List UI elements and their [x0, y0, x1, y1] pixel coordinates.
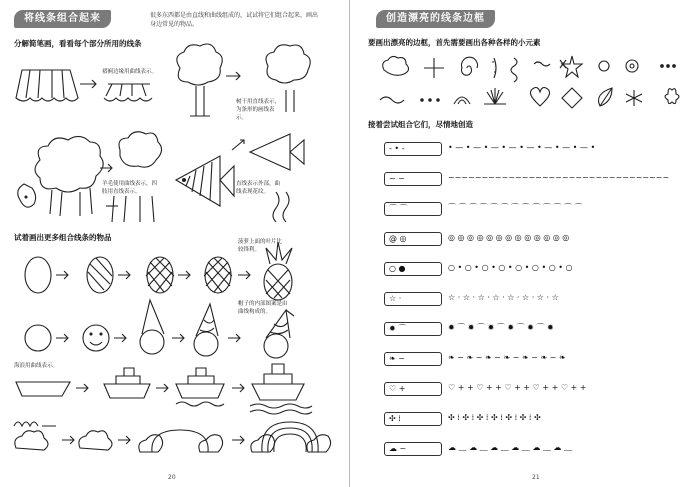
- row-10-sample: ✣ ⁞: [389, 414, 401, 423]
- dot-row-icon: [421, 99, 439, 101]
- arch-icon: [454, 97, 470, 104]
- row-6-sample-box: [384, 292, 442, 306]
- row-5-border: ○ • ○ • ○ • ○ • ○ • ○ • ○ • ○: [448, 263, 573, 272]
- row-3-sample-box: [384, 202, 442, 216]
- row-9-sample-box: [384, 382, 442, 396]
- left-intro: 很多东西都是由直线和曲线组成的，试试将它们组合起来，画出身边常见的物品。: [150, 12, 319, 28]
- row-9-sample: ♡ +: [389, 384, 406, 393]
- rainbow-sequence: [14, 422, 331, 452]
- right-section-2: 接着尝试组合它们，尽情地创造: [368, 120, 473, 129]
- ship-sequence: [16, 364, 312, 414]
- right-page: [350, 0, 700, 487]
- wavy-lines: [273, 192, 289, 222]
- tree-cloud-drawing: [266, 45, 310, 112]
- row-1-border: • — • — • — • — • — • — • — • — •: [448, 143, 596, 152]
- row-8-sample-box: [384, 352, 442, 366]
- left-page-number: 20: [168, 474, 176, 481]
- element-cloud-small-icon: [383, 56, 409, 75]
- wave-icon: [511, 58, 517, 82]
- note-ice-cream: 帽子的内部图案是由曲线构成的。: [238, 301, 288, 315]
- arrow-2: [226, 72, 240, 80]
- tilde-icon: [534, 62, 550, 66]
- asterisk-icon: [626, 90, 642, 106]
- row-1-sample: - • -: [389, 144, 405, 153]
- row-4-sample-box: [384, 232, 442, 246]
- row-5-sample-box: [384, 262, 442, 276]
- spiral-icon: [462, 57, 478, 75]
- row-11-sample: ☁ ~: [389, 444, 407, 453]
- tree-drawing: [177, 44, 222, 116]
- note-skirt: 褶裥边缘用曲线表示。: [102, 69, 158, 75]
- ring-icon: [626, 60, 638, 72]
- row-4-border: ◎ ◎ ◎ ◎ ◎ ◎ ◎ ◎ ◎ ◎ ◎ ◎ ◎: [448, 233, 570, 242]
- note-tree: 树干用直线表示，为条形的画线表示。: [236, 99, 281, 121]
- diamond-icon: [562, 88, 582, 108]
- row-6-border: ☆ · ☆ · ☆ · ☆ · ☆ · ☆ · ☆ · ☆: [448, 293, 559, 302]
- row-2-border: ~~~~~~~~~~~~~~~~~~~~~~~~~~~~~~~~~: [448, 173, 670, 182]
- oval-sequence: [25, 242, 292, 300]
- star-icon: [562, 56, 582, 77]
- row-7-sample-box: [384, 322, 442, 336]
- sheep-drawing: [18, 136, 103, 216]
- leaf-icon: [599, 88, 613, 106]
- row-10-border: ✣ ⁞ ✣ ⁞ ✣ ⁞ ✣ ⁞ ✣ ⁞ ✣ ⁞ ✣: [448, 413, 541, 422]
- row-7-sample: ✹ ⌒: [389, 324, 407, 333]
- right-page-number: 21: [532, 474, 540, 481]
- row-6-sample: ☆ ·: [389, 294, 402, 303]
- arrow-1: [80, 80, 96, 88]
- row-2-sample-box: [384, 172, 442, 186]
- row-11-sample-box: [384, 442, 442, 456]
- row-8-border: ❧ ~ ❧ ~ ❧ ~ ❧ ~ ❧ ~ ❧ ~ ❧: [448, 353, 566, 362]
- fish-outline-drawing: [250, 134, 304, 170]
- heart-icon: [530, 88, 549, 107]
- circle-sequence: [25, 300, 294, 358]
- row-9-border: ♡ + + ♡ + + ♡ + + ♡ + + ♡ + +: [448, 383, 587, 392]
- sheep-cloud-drawing: [106, 132, 162, 222]
- row-4-sample: @ ◎: [389, 234, 407, 243]
- squiggle-icon: [492, 58, 496, 78]
- sunburst-icon: [484, 88, 506, 104]
- left-section-2: 试着画出更多组合线条的物品: [14, 233, 112, 242]
- arrow-4: [232, 140, 244, 150]
- row-10-sample-box: [384, 412, 442, 426]
- note-sheep: 羊毛使用曲线表示，四肢用直线表示。: [102, 181, 158, 195]
- dots-element-icon: [661, 65, 676, 68]
- row-3-border: ⌒ ⌒ ⌒ ⌒ ⌒ ⌒ ⌒ ⌒ ⌒ ⌒ ⌒ ⌒ ⌒: [448, 203, 583, 212]
- row-5-sample: ○ ●: [389, 264, 406, 273]
- left-banner: 将线条组合起来: [14, 10, 111, 28]
- right-banner: 创造漂亮的线条边框: [376, 10, 495, 28]
- cross-icon: [424, 58, 444, 78]
- fish-drawing: [176, 156, 234, 206]
- skirt-lines-drawing: [104, 84, 152, 101]
- note-pineapple: 菠萝上面的叶片比较锋利。: [238, 239, 283, 253]
- row-2-sample: ~ ~: [389, 174, 405, 183]
- arrow-3: [100, 164, 112, 172]
- row-1-sample-box: [384, 142, 442, 156]
- row-7-border: ✹ ⌒ ✹ ⌒ ✹ ⌒ ✹ ⌒ ✹ ⌒ ✹: [448, 323, 554, 332]
- right-section-1: 要画出漂亮的边框，首先需要画出各种各样的小元素: [368, 38, 541, 47]
- note-ship: 海浪用曲线表示。: [14, 363, 59, 369]
- row-11-border: ☁ ﹏ ☁ ﹏ ☁ ﹏ ☁ ﹏ ☁ ﹏ ☁ ﹏: [448, 443, 572, 452]
- flower-icon: [665, 89, 679, 104]
- note-fish: 直线表示外部，曲线表现花纹。: [236, 181, 281, 195]
- skirt-drawing: [16, 70, 78, 101]
- row-3-sample: ⌒ ⌒: [389, 204, 408, 213]
- circle-icon: [599, 61, 609, 71]
- row-8-sample: ❧ ~: [389, 354, 405, 363]
- flourish-icon: [380, 97, 404, 103]
- left-section-1: 分解简笔画，看看每个部分所用的线条: [14, 39, 142, 48]
